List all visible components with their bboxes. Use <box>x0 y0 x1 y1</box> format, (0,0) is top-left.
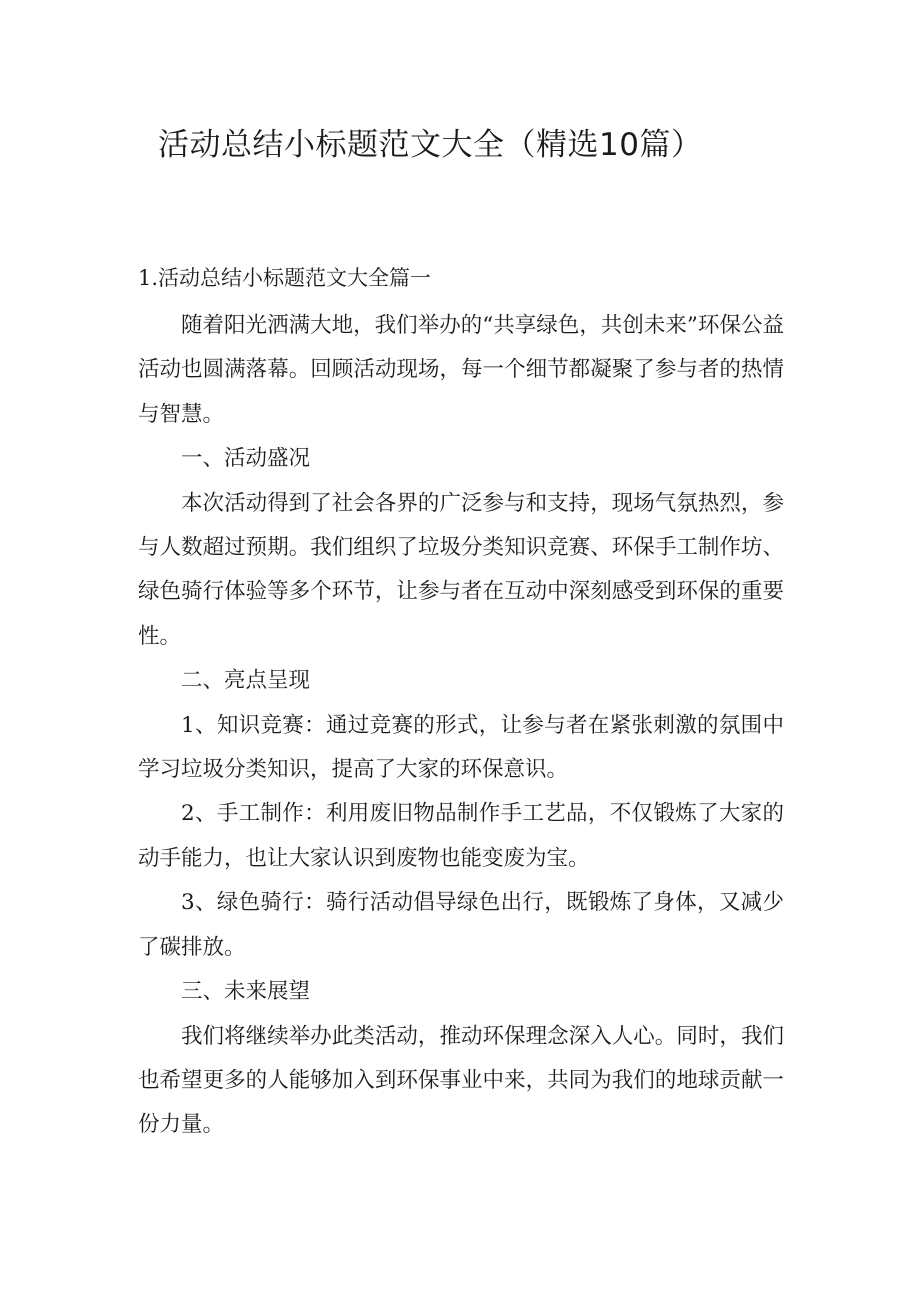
section-heading: 1.活动总结小标题范文大全篇一 <box>138 266 432 290</box>
highlight-handcraft-paragraph: 2、手工制作：利用废旧物品制作手工艺品，不仅锻炼了大家的动手能力，也让大家认识到废物也能变废为宝。 <box>138 801 784 871</box>
intro-paragraph: 随着阳光洒满大地，我们举办的“共享绿色，共创未来”环保公益活动也圆满落幕。回顾活动现场，每一个细节都凝聚了参与者的热情与智慧。 <box>138 313 784 427</box>
highlight-quiz-paragraph: 1、知识竞赛：通过竞赛的形式，让参与者在紧张刺激的氛围中学习垃圾分类知识，提高了大家的环保意识。 <box>138 712 784 783</box>
subheading-activity-overview: 一、活动盛况 <box>181 446 311 472</box>
document-title: 活动总结小标题范文大全（精选10篇） <box>158 127 703 163</box>
document-body <box>138 304 784 1148</box>
outlook-paragraph: 我们将继续举办此类活动，推动环保理念深入人心。同时，我们也希望更多的人能够加入到环保事业中来，共同为我们的地球贡献一份力量。 <box>138 1023 784 1138</box>
highlight-cycling-paragraph: 3、绿色骑行：骑行活动倡导绿色出行，既锻炼了身体，又减少了碳排放。 <box>138 890 784 960</box>
overview-paragraph: 本次活动得到了社会各界的广泛参与和支持，现场气氛热烈，参与人数超过预期。我们组织了垃圾分类知识竞赛、环保手工制作坊、绿色骑行体验等多个环节，让参与者在互动中深刻感受到环保的重要性。 <box>138 490 784 649</box>
subheading-highlights: 二、亮点呈现 <box>181 668 311 694</box>
subheading-outlook: 三、未来展望 <box>181 979 311 1005</box>
